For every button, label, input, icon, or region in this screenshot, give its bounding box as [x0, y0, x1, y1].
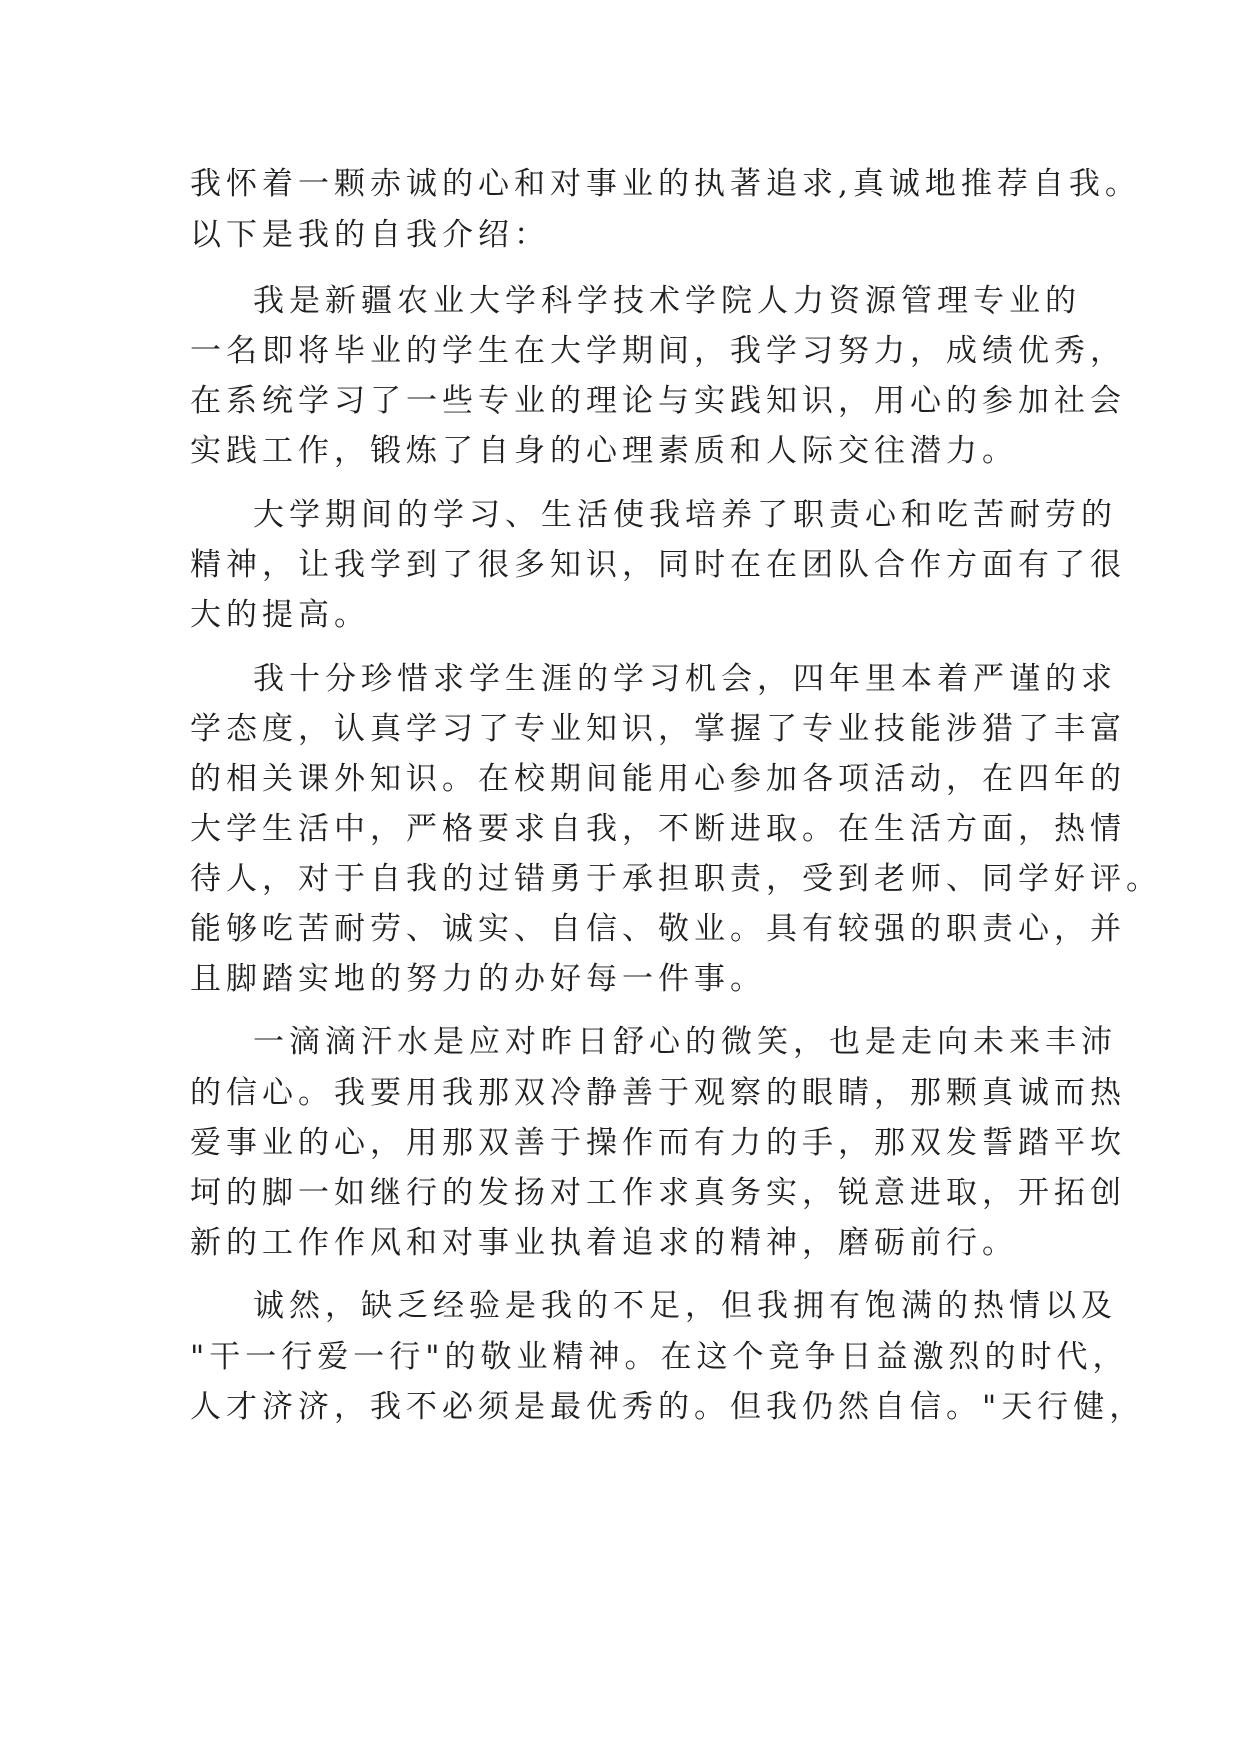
- paragraph-4-line-1: 一滴滴汗水是应对昨日舒心的微笑，也是走向未来丰沛: [253, 1024, 1117, 1060]
- paragraph-3-line-4: 大学生活中，严格要求自我，不断进取。在生活方面，热情: [190, 811, 1126, 847]
- paragraph-3-line-2: 学态度，认真学习了专业知识，掌握了专业技能涉猎了丰富: [190, 711, 1126, 747]
- paragraph-1-line-2: 一名即将毕业的学生在大学期间，我学习努力，成绩优秀，: [190, 333, 1126, 369]
- paragraph-5-line-3: 人才济济，我不必须是最优秀的。但我仍然自信。"天行健，: [190, 1389, 1146, 1425]
- paragraph-3-line-7: 且脚踏实地的努力的办好每一件事。: [190, 961, 766, 997]
- paragraph-3-line-3: 的相关课外知识。在校期间能用心参加各项活动，在四年的: [190, 761, 1126, 797]
- paragraph-3-line-1: 我十分珍惜求学生涯的学习机会，四年里本着严谨的求: [253, 661, 1117, 697]
- paragraph-4-line-3: 爱事业的心，用那双善于操作而有力的手，那双发誓踏平坎: [190, 1125, 1126, 1161]
- text-line-1: 我怀着一颗赤诚的心和对事业的执著追求,真诚地推荐自我。: [190, 166, 1141, 202]
- paragraph-3-line-5: 待人，对于自我的过错勇于承担职责，受到老师、同学好评。: [190, 861, 1162, 897]
- paragraph-5-line-2: "干一行爱一行"的敬业精神。在这个竞争日益激烈的时代，: [190, 1339, 1129, 1375]
- text-line-2: 以下是我的自我介绍：: [190, 217, 550, 253]
- paragraph-2-line-2: 精神，让我学到了很多知识，同时在在团队合作方面有了很: [190, 547, 1126, 583]
- paragraph-2-line-1: 大学期间的学习、生活使我培养了职责心和吃苦耐劳的: [253, 497, 1117, 533]
- paragraph-4-line-5: 新的工作作风和对事业执着追求的精神，磨砺前行。: [190, 1225, 1018, 1261]
- paragraph-3-line-6: 能够吃苦耐劳、诚实、自信、敬业。具有较强的职责心，并: [190, 911, 1126, 947]
- paragraph-1-line-1: 我是新疆农业大学科学技术学院人力资源管理专业的: [253, 283, 1081, 319]
- paragraph-5-line-1: 诚然，缺乏经验是我的不足，但我拥有饱满的热情以及: [253, 1288, 1117, 1324]
- paragraph-1-line-3: 在系统学习了一些专业的理论与实践知识，用心的参加社会: [190, 383, 1126, 419]
- paragraph-1-line-4: 实践工作，锻炼了自身的心理素质和人际交往潜力。: [190, 433, 1018, 469]
- paragraph-2-line-3: 大的提高。: [190, 597, 370, 633]
- paragraph-4-line-2: 的信心。我要用我那双冷静善于观察的眼睛，那颗真诚而热: [190, 1075, 1126, 1111]
- paragraph-4-line-4: 坷的脚一如继行的发扬对工作求真务实，锐意进取，开拓创: [190, 1175, 1126, 1211]
